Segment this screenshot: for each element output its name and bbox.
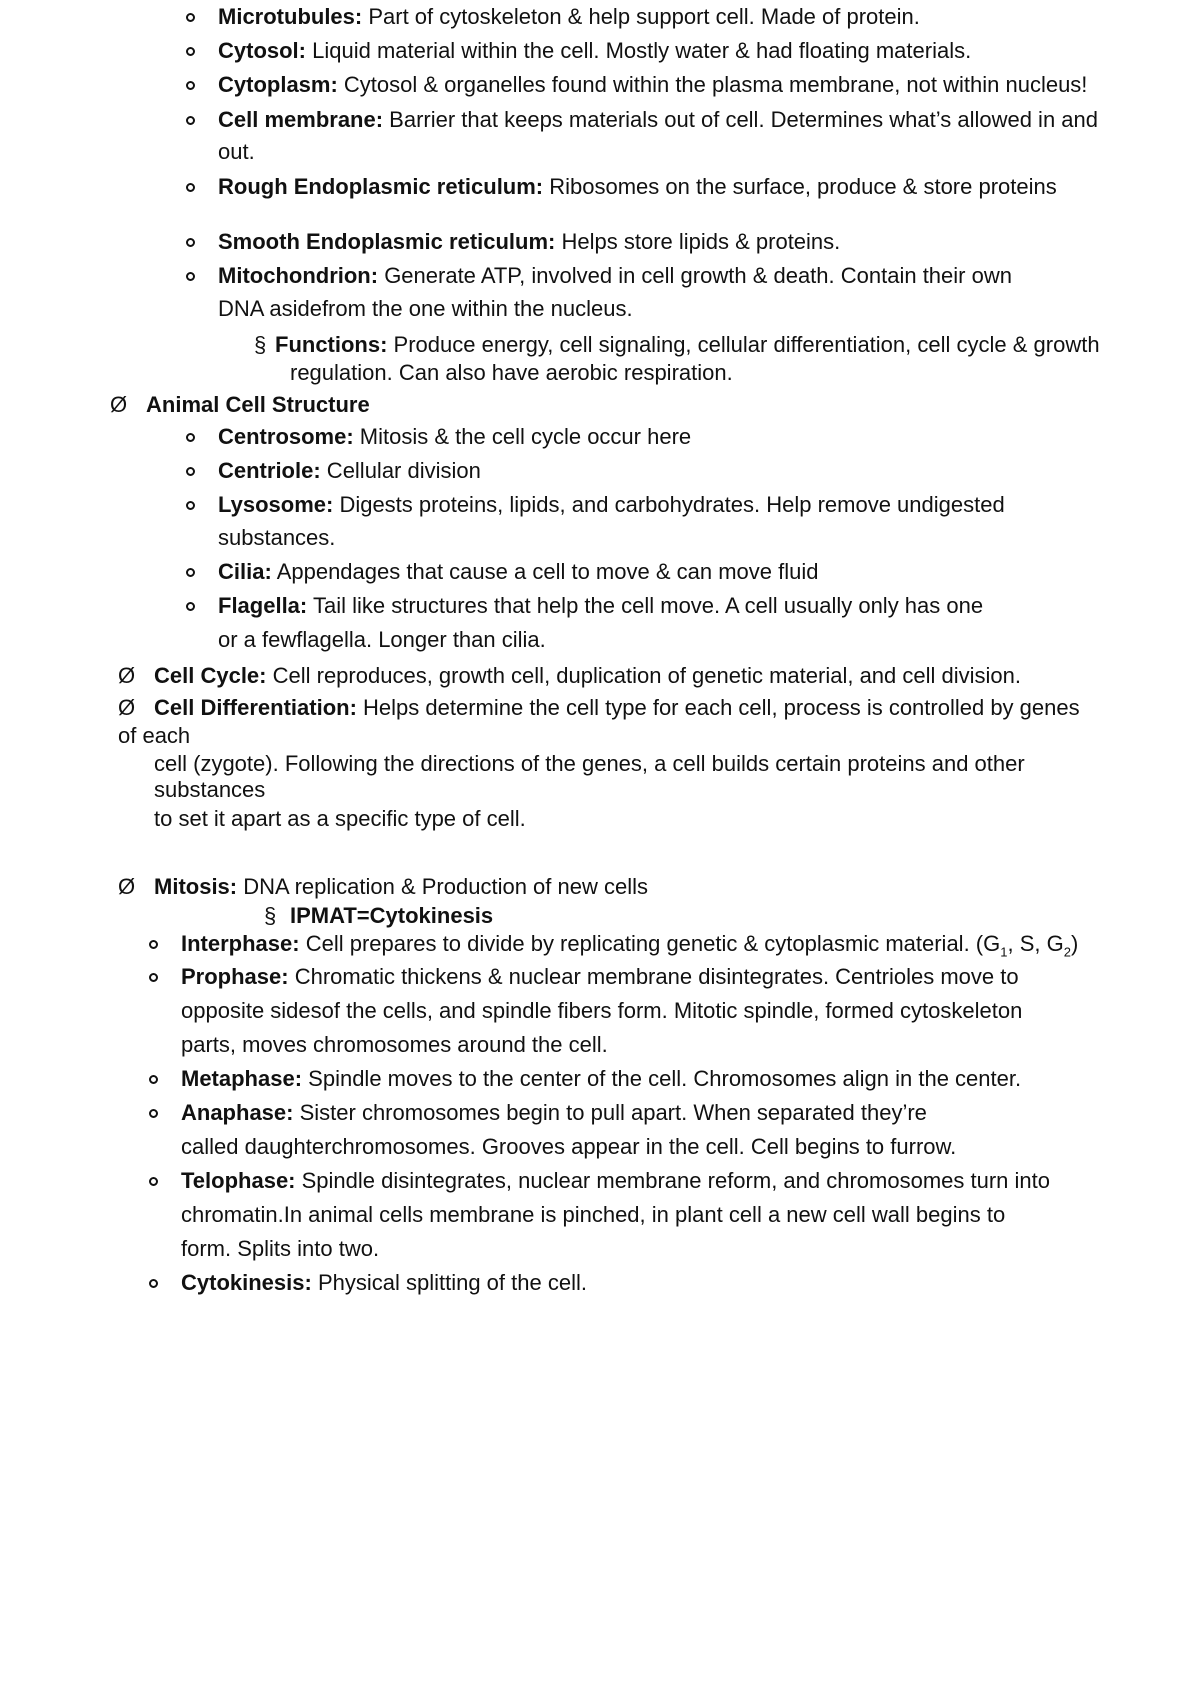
- list-bullet: [186, 116, 195, 125]
- list-bullet: [186, 433, 195, 442]
- ipmat-heading: IPMAT=Cytokinesis: [290, 903, 494, 928]
- section-marker: §: [254, 332, 267, 357]
- arrow-bullet: Ø: [118, 874, 136, 899]
- paragraph-cell-differentiation: Cell Differentiation: Helps determine the cell type for each cell, process is controlled by genes: [154, 695, 1080, 720]
- list-item: Centrosome: Mitosis & the cell cycle occur here: [218, 424, 692, 449]
- phase-item: Telophase: Spindle disintegrates, nuclear membrane reform, and chromosomes turn into: [181, 1168, 1050, 1193]
- list-bullet: [186, 81, 195, 90]
- sub-list-item-continuation: regulation. Can also have aerobic respiration.: [290, 360, 733, 385]
- phase-item-continuation: parts, moves chromosomes around the cell.: [181, 1032, 608, 1057]
- list-bullet: [186, 568, 195, 577]
- list-bullet: [186, 238, 195, 247]
- list-item: Cytosol: Liquid material within the cell. Mostly water & had floating materials.: [218, 38, 972, 63]
- list-item-continuation: DNA asidefrom the one within the nucleus.: [218, 296, 633, 321]
- phase-item: Interphase: Cell prepares to divide by replicating genetic & cytoplasmic material. ($G_1$, S, $G_2$): [181, 931, 1079, 960]
- phase-item-continuation: called daughterchromosomes. Grooves appear in the cell. Cell begins to furrow.: [181, 1134, 957, 1159]
- arrow-bullet: Ø: [118, 695, 136, 720]
- section-marker: §: [264, 903, 277, 928]
- list-item: Rough Endoplasmic reticulum: Ribosomes on the surface, produce & store proteins: [218, 174, 1057, 199]
- paragraph-cell-cycle: Cell Cycle: Cell reproduces, growth cell, duplication of genetic material, and cell division.: [154, 663, 1021, 688]
- phase-item: Metaphase: Spindle moves to the center of the cell. Chromosomes align in the center.: [181, 1066, 1022, 1091]
- arrow-bullet: Ø: [110, 392, 128, 417]
- list-item: Mitochondrion: Generate ATP, involved in cell growth & death. Contain their own: [218, 263, 1012, 288]
- phase-item-continuation: form. Splits into two.: [181, 1236, 380, 1261]
- paragraph-line: substances: [154, 777, 266, 802]
- list-item: Lysosome: Digests proteins, lipids, and carbohydrates. Help remove undigested: [218, 492, 1005, 517]
- list-item: Centriole: Cellular division: [218, 458, 481, 483]
- list-item: Smooth Endoplasmic reticulum: Helps store lipids & proteins.: [218, 229, 841, 254]
- list-bullet: [186, 272, 195, 281]
- phase-item: Anaphase: Sister chromosomes begin to pull apart. When separated they’re: [181, 1100, 927, 1125]
- list-bullet: [149, 1177, 158, 1186]
- list-bullet: [186, 183, 195, 192]
- list-item-continuation: out.: [218, 139, 255, 164]
- list-bullet: [149, 973, 158, 982]
- list-bullet: [149, 1075, 158, 1084]
- list-bullet: [186, 501, 195, 510]
- list-bullet: [149, 1109, 158, 1118]
- list-bullet: [186, 13, 195, 22]
- phase-item-continuation: chromatin.In animal cells membrane is pinched, in plant cell a new cell wall begins to: [181, 1202, 1006, 1227]
- list-bullet: [186, 602, 195, 611]
- paragraph-mitosis: Mitosis: DNA replication & Production of new cells: [154, 874, 648, 899]
- sub-list-item: Functions: Produce energy, cell signaling, cellular differentiation, cell cycle & growth: [275, 332, 1100, 357]
- list-item-continuation: substances.: [218, 525, 336, 550]
- list-item: Cell membrane: Barrier that keeps materials out of cell. Determines what’s allowed in and: [218, 107, 1098, 132]
- paragraph-line: to set it apart as a specific type of cell.: [154, 806, 526, 831]
- list-bullet: [186, 47, 195, 56]
- list-bullet: [149, 940, 158, 949]
- paragraph-line: of each: [118, 723, 191, 748]
- phase-item-continuation: opposite sidesof the cells, and spindle fibers form. Mitotic spindle, formed cytoskeleton: [181, 998, 1023, 1023]
- phase-item: Cytokinesis: Physical splitting of the cell.: [181, 1270, 587, 1295]
- list-item: Cilia: Appendages that cause a cell to move & can move fluid: [218, 559, 819, 584]
- list-bullet: [186, 467, 195, 476]
- list-bullet: [149, 1279, 158, 1288]
- arrow-bullet: Ø: [118, 663, 136, 688]
- section-heading: Animal Cell Structure: [146, 392, 370, 417]
- list-item: Flagella: Tail like structures that help the cell move. A cell usually only has one: [218, 593, 984, 618]
- list-item-continuation: or a fewflagella. Longer than cilia.: [218, 627, 546, 652]
- phase-item: Prophase: Chromatic thickens & nuclear membrane disintegrates. Centrioles move to: [181, 964, 1019, 989]
- list-item: Microtubules: Part of cytoskeleton & help support cell. Made of protein.: [218, 4, 920, 29]
- paragraph-line: cell (zygote). Following the directions of the genes, a cell builds certain proteins and other: [154, 751, 1025, 776]
- list-item: Cytoplasm: Cytosol & organelles found within the plasma membrane, not within nucleus!: [218, 72, 1088, 97]
